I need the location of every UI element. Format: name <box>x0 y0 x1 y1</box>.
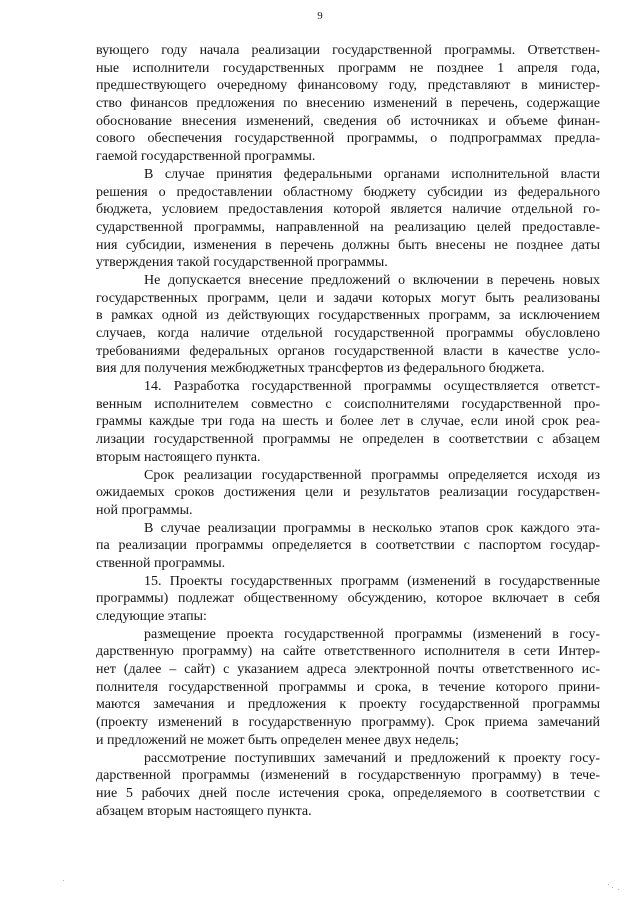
scan-speck <box>618 889 619 890</box>
text-line: граммы каждые три года на шесть и более лет в случае, если иной срок реа- <box>96 414 600 430</box>
text-line: маются замечания и предложения к проекту государственной программы <box>96 697 600 713</box>
text-line: рассмотрение поступивших замечаний и предложений к проекту госу- <box>144 750 600 766</box>
text-line: обоснование внесения изменений, сведения об источниках и объеме финан- <box>96 113 600 129</box>
text-line: полнителя государственной программы и срока, в течение которого прини- <box>96 679 600 695</box>
text-line: 14. Разработка государственной программы осуществляется ответст- <box>144 379 600 395</box>
text-line: ожидаемых сроков достижения цели и результатов реализации государствен- <box>96 485 600 501</box>
scan-speck <box>612 887 613 888</box>
text-line: ния субсидии, изменения в перечень должны быть внесены не позднее даты <box>96 237 600 253</box>
text-line: в рамках одной из действующих государственных программ, за исключением <box>96 308 600 324</box>
text-line: ственной программы. <box>96 555 226 571</box>
text-line: вующего году начала реализации государственной программы. Ответствен- <box>96 43 600 58</box>
text-line: утверждения такой государственной программы. <box>96 255 388 271</box>
text-line: ные исполнители государственных программ не позднее 1 апреля года, <box>96 60 600 76</box>
text-line: решения о предоставлении областному бюджету субсидии из федерального <box>96 184 600 200</box>
text-line: сового обеспечения государственной программы, о подпрограммах предла- <box>96 131 600 147</box>
text-line: случаев, когда наличие отдельной государственной программы обусловлено <box>96 326 600 341</box>
text-line: дарственную программу) на сайте ответственного исполнителя в сети Интер- <box>96 644 600 660</box>
text-line: ство финансов предложения по внесению изменений в перечень, содержащие <box>96 96 600 112</box>
text-line: ной программы. <box>96 502 193 518</box>
text-line: требованиями федеральных органов государственной власти в качестве усло- <box>96 343 600 359</box>
scan-speck <box>608 884 609 885</box>
text-line: абзацем вторым настоящего пункта. <box>96 803 312 819</box>
text-line: государственных программ, цели и задачи которых могут быть реализованы <box>96 290 600 306</box>
text-line: вия для получения межбюджетных трансфертов из федерального бюджета. <box>96 361 545 377</box>
body-text <box>96 42 600 820</box>
text-line: дарственной программы (изменений в государственную программу) в тече- <box>96 768 600 784</box>
text-line: (проекту изменений в государственную программу). Срок приема замечаний <box>96 715 600 731</box>
text-line: и предложений не может быть определен менее двух недель; <box>96 732 459 748</box>
page-number: 9 <box>317 10 323 22</box>
text-line: программы) подлежат общественному обсуждению, которое включает в себя <box>96 591 600 607</box>
text-line: Не допускается внесение предложений о включении в перечень новых <box>144 272 600 288</box>
text-line: гаемой государственной программы. <box>96 149 316 165</box>
text-line: вторым настоящего пункта. <box>96 449 261 465</box>
text-line: предшествующего очередному финансовому году, представляют в министер- <box>96 78 600 94</box>
scan-speck <box>63 880 64 881</box>
text-line: лизации государственной программы не определен в соответствии с абзацем <box>96 432 600 448</box>
text-line: 15. Проекты государственных программ (изменений в государственные <box>144 573 600 589</box>
text-line: В случае принятия федеральными органами исполнительной власти <box>144 166 600 182</box>
text-line: Срок реализации государственной программы определяется исходя из <box>144 467 600 483</box>
text-line: ние 5 рабочих дней после истечения срока, определяемого в соответствии с <box>96 785 600 801</box>
text-line: следующие этапы: <box>96 609 207 624</box>
text-line: размещение проекта государственной программы (изменений в госу- <box>144 626 600 642</box>
text-line: бюджета, условием предоставления которой является наличие отдельной го- <box>96 202 600 218</box>
text-line: нет (далее – сайт) с указанием адреса электронной почты ответственного ис- <box>96 662 600 678</box>
text-line: па реализации программы определяется в соответствии с паспортом государ- <box>96 538 600 554</box>
text-line: сударственной программы, направленной на реализацию целей предоставле- <box>96 219 600 235</box>
text-line: В случае реализации программы в несколько этапов срок каждого эта- <box>144 520 600 536</box>
text-line: венным исполнителем совместно с соисполнителями государственной про- <box>96 396 600 412</box>
